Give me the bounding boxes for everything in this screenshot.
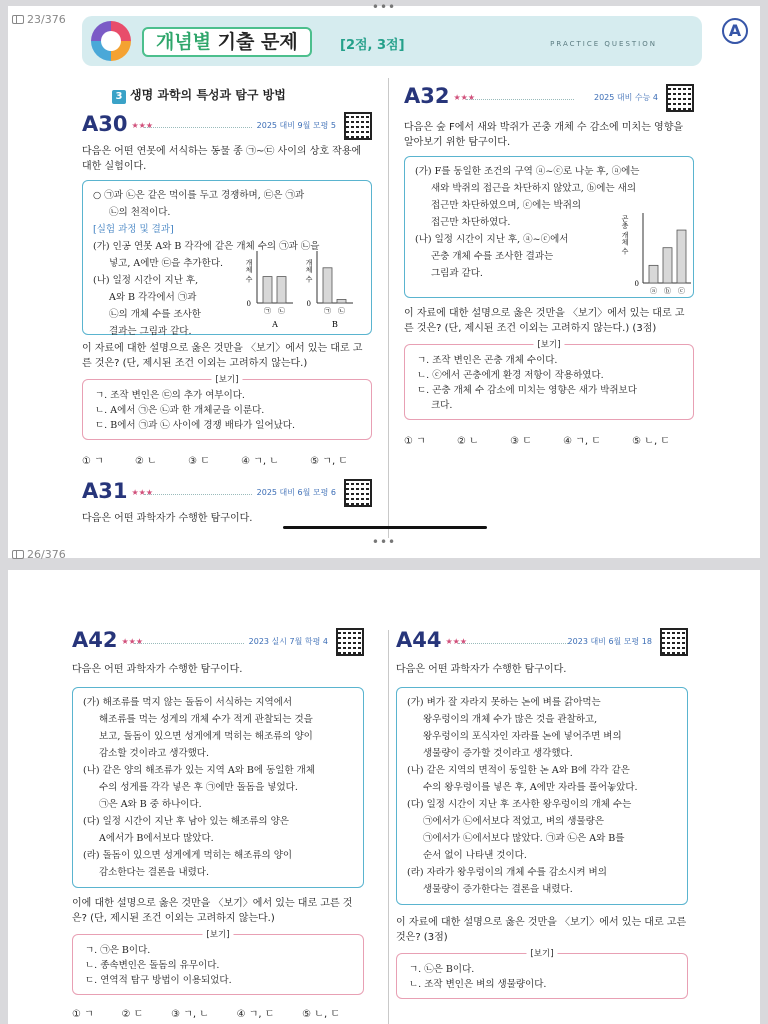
chart-bar-label: ㉡ — [278, 307, 285, 315]
question-a44-header: A44 ★★★ 2023 대비 6월 모평 18 — [396, 628, 688, 658]
chart-group-label: B — [332, 320, 338, 329]
page-icon — [12, 15, 24, 24]
qr-code-icon[interactable] — [660, 628, 688, 656]
banner-subtitle: [2점, 3점] — [340, 38, 405, 53]
banner-practice-label: PRACTICE QUESTION — [550, 40, 657, 48]
banner-title: 개념별 기출 문제 — [142, 27, 312, 57]
chart-bar-label: ㉠ — [264, 307, 271, 315]
chart-y-label: 개체 수 — [245, 259, 253, 283]
experiment-box-a42: (가) 해조류를 먹지 않는 돌돔이 서식하는 지역에서 해조류를 먹는 성게의 개체 수가 적게 관찰되는 것을 보고, 돌돔이 있으면 성게에게 먹히는 해조류의 양이 감소할 것이라고 생각했다. (나) 같은 양의 해조류가 있는 지역 A와 B에 동일한 개체 수의 성게를 각각 넣은 후 ㉠에만 돌돔을 넣었다. ㉠은 A와 B 중 하나이다. (다) 일정 시간이 지난 후 남아 있는 해조류의 양은 A에서가 B에서보다 많았다. (라) 돌돔이 있으면 성게에게 먹히는 해조류의 양이 감소한다는 결론을 내렸다. — [72, 687, 364, 888]
choice-5[interactable]: ⑤ ㄴ, ㄷ — [632, 436, 670, 447]
choice-4[interactable]: ④ ㄱ, ㄷ — [563, 436, 601, 447]
difficulty-stars: ★★★ — [445, 637, 467, 646]
chapter-banner — [82, 16, 702, 66]
choice-5[interactable]: ⑤ ㄴ, ㄷ — [302, 1009, 340, 1020]
choice-3[interactable]: ③ ㄷ — [510, 436, 532, 447]
question-a32-intro: 다음은 숲 F에서 새와 박쥐가 곤충 개체 수 감소에 미치는 영향을 알아보기 위한 탐구이다. — [404, 122, 684, 148]
choice-2[interactable]: ② ㄷ — [121, 1009, 144, 1020]
chart-group-label: A — [272, 320, 278, 329]
experiment-box-a44: (가) 벼가 잘 자라지 못하는 논에 벼를 갉아먹는 왕우렁이의 개체 수가 많은 것을 관찰하고, 왕우렁이의 포식자인 자라를 논에 넣어주면 벼의 생물량이 증가할 것이라고 생각했다. (나) 같은 지역의 면적이 동일한 논 A와 B에 각각 같은 수의 왕우렁이를 넣은 후, A에만 자라를 풀어놓았다. (다) 일정 시간이 지난 후 조사한 왕우렁이의 개체 수는 ㉠에서가 ㉡에서보다 적었고, 벼의 생물량은 ㉠에서가 ㉡에서보다 많았다. ㉠과 ㉡은 A와 B를 순서 없이 나타낸 것이다. (라) 자라가 왕우렁이의 개체 수를 감소시켜 벼의 생물량이 증가한다는 결론을 내렸다. — [396, 687, 688, 905]
chart-bar-label: ㉠ — [324, 307, 331, 315]
choice-5[interactable]: ⑤ ㄱ, ㄷ — [310, 456, 348, 467]
bogi-box-a32: [보기] ㄱ. 조작 변인은 곤충 개체 수이다. ㄴ. ⓒ에서 곤충에게 환경 저항이 작용하였다. ㄷ. 곤충 개체 수 감소에 미치는 영향은 새가 박쥐보다 크다. — [404, 344, 694, 420]
choice-1[interactable]: ① ㄱ — [72, 1009, 94, 1020]
bar-chart-a30 — [239, 245, 369, 335]
qr-code-icon[interactable] — [666, 84, 694, 112]
page-number-26: 26/376 — [12, 548, 66, 561]
answer-mark-a: A — [722, 18, 748, 44]
bar-chart-a32 — [617, 205, 697, 295]
choice-1[interactable]: ① ㄱ — [82, 456, 104, 467]
question-a30-header: A30 ★★★ 2025 대비 9월 모평 5 — [82, 112, 372, 142]
right-column-page2 — [396, 628, 688, 999]
question-a32-header: A32 ★★★ 2025 대비 수능 4 — [404, 84, 694, 114]
difficulty-stars: ★★★ — [453, 93, 475, 102]
chart-bar-label: ⓑ — [664, 287, 671, 295]
middle-more-dots[interactable]: ••• — [371, 535, 397, 549]
page-26 — [8, 570, 760, 1024]
page-23 — [8, 6, 760, 558]
qr-code-icon[interactable] — [336, 628, 364, 656]
choice-3[interactable]: ③ ㄷ — [188, 456, 210, 467]
chart-y-label: 개체 수 — [305, 259, 313, 283]
chart-bar-label: ㉡ — [338, 307, 345, 315]
section-heading: 3 생명 과학의 특성과 탐구 방법 — [82, 86, 372, 104]
chart-zero-label: 0 — [246, 300, 251, 308]
answer-choices-a42 — [72, 1005, 364, 1020]
column-divider — [388, 630, 389, 1024]
experiment-box-a32: (가) F를 동일한 조건의 구역 ⓐ~ⓒ로 나눈 후, ⓐ에는 새와 박쥐의 접근을 차단하지 않았고, ⓑ에는 새의 접근만 차단하였으며, ⓒ에는 박쥐의 접근만 차단하였다. (나) 일정 시간이 지난 후, ⓐ~ⓒ에서 곤충 개체 수를 조사한 결과는 그림과 같다. 0 곤충 개체 수 ⓐ ⓑ ⓒ — [404, 156, 694, 298]
question-a44-prompt: 이 자료에 대한 설명으로 옳은 것만을 〈보기〉에서 있는 대로 고른 것은? (3점) — [396, 917, 687, 943]
colorful-ring-logo — [91, 21, 131, 61]
page-icon — [12, 550, 24, 559]
answer-choices-a32 — [404, 432, 694, 447]
chart-bar-label: ⓒ — [678, 287, 685, 295]
difficulty-stars: ★★★ — [121, 637, 143, 646]
bogi-box-a44: [보기] ㄱ. ㉡은 B이다. ㄴ. 조작 변인은 벼의 생물량이다. — [396, 953, 688, 999]
choice-3[interactable]: ③ ㄱ, ㄴ — [171, 1009, 209, 1020]
question-a30-intro: 다음은 어떤 연못에 서식하는 동물 종 ㉠~㉢ 사이의 상호 작용에 대한 실험이다. — [82, 146, 362, 172]
left-column-page2 — [72, 628, 364, 1020]
question-a32-prompt: 이 자료에 대한 설명으로 옳은 것만을 〈보기〉에서 있는 대로 고른 것은? (단, 제시된 조건 이외는 고려하지 않는다.) (3점) — [404, 308, 685, 334]
chart-bar — [323, 268, 332, 303]
qr-code-icon[interactable] — [344, 479, 372, 507]
left-column — [82, 86, 372, 526]
chart-bar — [277, 277, 286, 303]
page-number-23: 23/376 — [12, 13, 66, 26]
question-a44-intro: 다음은 어떤 과학자가 수행한 탐구이다. — [396, 664, 567, 675]
question-a42-header: A42 ★★★ 2023 실시 7월 학평 4 — [72, 628, 364, 658]
chart-y-label: 곤충 개체 수 — [621, 215, 629, 255]
top-more-dots[interactable]: ••• — [371, 0, 397, 14]
difficulty-stars: ★★★ — [131, 488, 153, 497]
choice-2[interactable]: ② ㄴ — [135, 456, 157, 467]
bogi-box-a42: [보기] ㄱ. ㉠은 B이다. ㄴ. 종속변인은 돌돔의 유무이다. ㄷ. 연역적 탐구 방법이 이용되었다. — [72, 934, 364, 995]
choice-2[interactable]: ② ㄴ — [457, 436, 479, 447]
question-a42-intro: 다음은 어떤 과학자가 수행한 탐구이다. — [72, 664, 243, 675]
question-a42-prompt: 이에 대한 설명으로 옳은 것만을 〈보기〉에서 있는 대로 고른 것은? (단, 제시된 조건 이외는 고려하지 않는다.) — [72, 898, 353, 924]
experiment-box-a30: ○ ㉠과 ㉡은 같은 먹이를 두고 경쟁하며, ㉢은 ㉠과 ㉡의 천적이다. [실험 과정 및 결과] (가) 인공 연못 A와 B 각각에 같은 개체 수의 ㉠과 ㉡을 넣고, A에만 ㉢을 추가한다. (나) 일정 시간이 지난 후, A와 B 각각에서 ㉠과 ㉡의 개체 수를 조사한 결과는 그림과 같다. 0 개체 수 ㉠ ㉡ A 0 개체 수 ㉠ ㉡ B — [82, 180, 372, 335]
horizontal-scrollbar[interactable] — [283, 526, 487, 529]
qr-code-icon[interactable] — [344, 112, 372, 140]
chart-bar — [263, 277, 272, 303]
choice-4[interactable]: ④ ㄱ, ㄷ — [236, 1009, 275, 1020]
column-divider — [388, 78, 389, 538]
chart-bar — [337, 299, 346, 303]
chart-zero-label: 0 — [306, 300, 311, 308]
difficulty-stars: ★★★ — [131, 121, 153, 130]
question-a31-header: A31 ★★★ 2025 대비 6월 모평 6 — [82, 479, 372, 509]
chart-bar — [663, 248, 672, 283]
choice-1[interactable]: ① ㄱ — [404, 436, 426, 447]
question-a30-prompt: 이 자료에 대한 설명으로 옳은 것만을 〈보기〉에서 있는 대로 고른 것은? (단, 제시된 조건 이외는 고려하지 않는다.) — [82, 343, 363, 369]
chart-zero-label: 0 — [634, 280, 639, 288]
choice-4[interactable]: ④ ㄱ, ㄴ — [241, 456, 279, 467]
answer-choices-a30 — [82, 452, 372, 467]
bogi-box-a30: [보기] ㄱ. 조작 변인은 ㉢의 추가 여부이다. ㄴ. A에서 ㉠은 ㉡과 한 개체군을 이룬다. ㄷ. B에서 ㉠과 ㉡ 사이에 경쟁 배타가 일어났다. — [82, 379, 372, 440]
chart-bar-label: ⓐ — [650, 287, 657, 295]
question-a31-intro: 다음은 어떤 과학자가 수행한 탐구이다. — [82, 513, 253, 524]
chart-bar — [677, 230, 686, 283]
chart-bar — [649, 265, 658, 283]
right-column — [404, 84, 694, 447]
